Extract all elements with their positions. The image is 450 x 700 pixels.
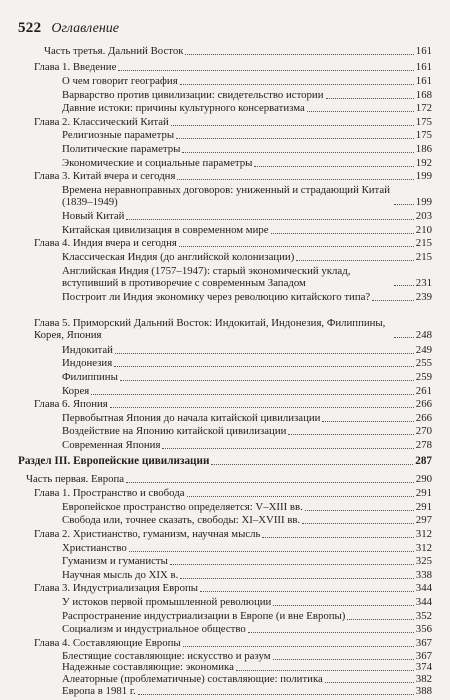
dot-leader	[372, 300, 414, 301]
toc-entry	[62, 597, 432, 609]
toc-entry-title: Времена неравноправных договоров: униженный и страдающий Китай (1839–1949)	[62, 185, 390, 208]
toc-entry-page: 266	[415, 398, 432, 410]
toc-entry-title: Варварство против цивилизации: свидетельство истории	[62, 90, 324, 101]
dot-leader	[211, 464, 413, 465]
toc-entry-page: 312	[415, 528, 432, 540]
dot-leader	[114, 366, 414, 367]
toc-entry-page: 210	[415, 224, 432, 236]
dot-leader	[262, 537, 413, 538]
page-number: 522	[18, 20, 42, 36]
toc-entry-page: 270	[415, 425, 432, 437]
toc-entry-title: Экономические и социальные параметры	[62, 158, 253, 169]
toc-entry	[62, 144, 432, 156]
toc-entry	[62, 543, 432, 555]
toc-entry-page: 374	[415, 661, 432, 673]
toc-entry-title: Распространение индустриализации в Европе (и вне Европы)	[62, 611, 346, 622]
toc-entry-page: 199	[415, 170, 432, 182]
dot-leader	[187, 496, 414, 497]
dot-leader	[177, 179, 413, 180]
toc-entry	[34, 638, 432, 650]
toc-entry	[62, 292, 432, 304]
toc-entry-title: Религиозные параметры	[62, 130, 175, 141]
toc-entry	[34, 171, 432, 183]
toc-entry-title: Индокитай	[62, 345, 113, 356]
toc-entry-title: О чем говорит география	[62, 76, 178, 87]
toc-entry-title: Новый Китай	[62, 211, 125, 222]
toc-entry	[34, 399, 432, 411]
toc-entry-title: Воздействие на Японию китайской цивилизации	[62, 426, 287, 437]
dot-leader	[305, 510, 414, 511]
toc-entry	[62, 103, 432, 115]
toc-entry-title: Глава 2. Классический Китай	[34, 117, 169, 128]
toc-entry-page: 261	[415, 385, 432, 397]
toc-entry-title: Современная Япония	[62, 440, 161, 451]
toc-entry	[62, 225, 432, 237]
toc-entry-page: 172	[415, 102, 432, 114]
dot-leader	[307, 111, 414, 112]
toc-entry-title: Надежные составляющие: экономика	[62, 662, 234, 673]
toc-entry	[62, 372, 432, 384]
running-title: Оглавление	[51, 21, 119, 36]
toc-entry-title: Блестящие составляющие: искусство и разум	[62, 651, 271, 662]
toc-entry	[62, 413, 432, 425]
toc-entry-title: Глава 5. Приморский Дальний Восток: Индокитай, Индонезия, Филиппины, Корея, Япония	[34, 318, 386, 341]
toc-entry	[62, 611, 432, 623]
toc-entry-page: 312	[415, 542, 432, 554]
toc-entry-title: Социализм и индустриальное общество	[62, 624, 246, 635]
toc-entry-title: Глава 3. Китай вчера и сегодня	[34, 171, 176, 182]
toc-entry	[34, 238, 432, 250]
toc-entry-title: Европейское пространство определяется: V–XIII вв.	[62, 502, 303, 513]
toc-entry-page: 291	[415, 487, 432, 499]
toc-entry-page: 239	[415, 291, 432, 303]
toc-entry	[62, 211, 432, 223]
toc-entry-page: 248	[415, 328, 432, 341]
toc-entry	[26, 474, 432, 486]
toc-entry-page: 278	[415, 439, 432, 451]
toc-entry-page: 215	[415, 237, 432, 249]
dot-leader	[254, 166, 413, 167]
dot-leader	[183, 646, 414, 647]
toc-entry	[34, 318, 432, 341]
dot-leader	[347, 619, 413, 620]
toc-entry-page: 291	[415, 501, 432, 513]
toc-entry-title: Гуманизм и гуманисты	[62, 556, 168, 567]
toc-entry-title: Индонезия	[62, 358, 113, 369]
toc-entry-page: 161	[415, 61, 432, 73]
toc-entry-title: Корея	[62, 386, 90, 397]
dot-leader	[288, 434, 413, 435]
toc-entry-page: 161	[415, 45, 432, 57]
dot-leader	[182, 152, 413, 153]
toc-entry-title: Первобытная Япония до начала китайской цивилизации	[62, 413, 321, 424]
toc-entry	[62, 358, 432, 370]
toc-entry-page: 367	[415, 637, 432, 649]
toc-entry	[62, 515, 432, 527]
toc-entry-title: Глава 1. Введение	[34, 62, 117, 73]
toc-entry	[18, 456, 432, 468]
toc-entry	[34, 529, 432, 541]
dot-leader	[180, 84, 414, 85]
dot-leader	[170, 564, 414, 565]
toc-entry-page: 203	[415, 210, 432, 222]
dot-leader	[273, 659, 414, 660]
dot-leader	[115, 353, 414, 354]
toc-entry	[62, 440, 432, 452]
toc-entry-page: 192	[415, 157, 432, 169]
toc-entry	[62, 90, 432, 102]
toc-entry-title: Алеаторные (проблематичные) составляющие: политика	[62, 674, 323, 685]
toc-entry-page: 255	[415, 357, 432, 369]
toc-entry-title: Глава 3. Индустриализация Европы	[34, 583, 198, 594]
dot-leader	[120, 380, 414, 381]
toc-entry-page: 297	[415, 514, 432, 526]
dot-leader	[91, 394, 414, 395]
page-header	[18, 20, 119, 37]
dot-leader	[394, 204, 414, 205]
toc-entry-title: Глава 1. Пространство и свобода	[34, 488, 185, 499]
toc-entry-title: Глава 4. Индия вчера и сегодня	[34, 238, 177, 249]
toc-entry-title: Христианство	[62, 543, 127, 554]
dot-leader	[394, 337, 414, 338]
toc-entry	[62, 502, 432, 514]
toc-entry-page: 287	[415, 455, 432, 467]
dot-leader	[171, 125, 414, 126]
dot-leader	[176, 138, 414, 139]
dot-leader	[185, 54, 413, 55]
toc-entry-title: Глава 4. Составляющие Европы	[34, 638, 181, 649]
dot-leader	[271, 233, 414, 234]
toc-entry-page: 186	[415, 143, 432, 155]
toc-entry-title: Классическая Индия (до английской колонизации)	[62, 252, 295, 263]
toc-entry	[62, 266, 432, 289]
toc-entry-page: 231	[415, 276, 432, 289]
toc-entry-title: Свобода или, точнее сказать, свободы: XI–XVIII вв.	[62, 515, 301, 526]
toc-entry	[62, 130, 432, 142]
toc-entry-page: 175	[415, 129, 432, 141]
dot-leader	[138, 694, 414, 695]
dot-leader	[236, 670, 414, 671]
toc-entry-page: 382	[415, 673, 432, 685]
toc-entry	[62, 252, 432, 264]
dot-leader	[162, 448, 413, 449]
dot-leader	[394, 285, 414, 286]
dot-leader	[248, 632, 414, 633]
toc-entry	[34, 583, 432, 595]
toc-entry	[62, 76, 432, 88]
toc-entry-title: Политические параметры	[62, 144, 181, 155]
dot-leader	[296, 260, 413, 261]
dot-leader	[326, 98, 414, 99]
toc-entry-title: Глава 6. Япония	[34, 399, 108, 410]
toc-entry-page: 168	[415, 89, 432, 101]
toc-entry	[62, 570, 432, 582]
toc-entry	[62, 345, 432, 357]
toc-entry-page: 352	[415, 610, 432, 622]
toc-entry-page: 344	[415, 582, 432, 594]
toc-entry-page: 215	[415, 251, 432, 263]
toc-entry-page: 356	[415, 623, 432, 635]
toc-entry-page: 344	[415, 596, 432, 608]
toc-entry	[62, 386, 432, 398]
toc-entry-page: 367	[415, 650, 432, 662]
toc-entry-page: 175	[415, 116, 432, 128]
toc-entry-title: Европа в 1981 г.	[62, 686, 136, 697]
toc-entry-title: Английская Индия (1757–1947): старый экономический уклад, вступивший в противоречие с современным Западом	[62, 266, 351, 289]
toc-entry-title: Часть третья. Дальний Восток	[44, 46, 184, 57]
toc-entry-page: 290	[415, 473, 432, 485]
dot-leader	[118, 70, 413, 71]
toc-entry	[62, 556, 432, 568]
toc-entry	[62, 426, 432, 438]
toc-entry	[62, 651, 432, 663]
dot-leader	[126, 482, 414, 483]
toc-entry-title: Научная мысль до XIX в.	[62, 570, 179, 581]
toc-entry	[62, 686, 432, 698]
dot-leader	[325, 682, 414, 683]
dot-leader	[179, 246, 414, 247]
dot-leader	[129, 551, 414, 552]
toc-entry	[62, 185, 432, 208]
toc-entry	[34, 117, 432, 129]
dot-leader	[273, 605, 414, 606]
toc-entry-title: Давние истоки: причины культурного консерватизма	[62, 103, 305, 114]
toc-entry	[44, 46, 432, 58]
dot-leader	[302, 523, 414, 524]
toc-entry-page: 249	[415, 344, 432, 356]
toc-entry-page: 259	[415, 371, 432, 383]
toc-entry	[62, 158, 432, 170]
toc-entry-title: Китайская цивилизация в современном мире	[62, 225, 269, 236]
dot-leader	[180, 578, 414, 579]
dot-leader	[322, 421, 413, 422]
toc-entry	[62, 662, 432, 674]
toc-entry-title: Раздел III. Европейские цивилизации	[18, 456, 210, 467]
toc-entry-title: Филиппины	[62, 372, 118, 383]
toc-entry-page: 338	[415, 569, 432, 581]
toc-entry-title: У истоков первой промышленной революции	[62, 597, 272, 608]
toc-entry-title: Часть первая. Европа	[26, 474, 125, 485]
dot-leader	[110, 407, 414, 408]
toc-entry-page: 266	[415, 412, 432, 424]
toc-entry-page: 388	[415, 685, 432, 697]
toc-entry	[62, 624, 432, 636]
toc-entry	[34, 488, 432, 500]
toc-entry-title: Построит ли Индия экономику через революцию китайского типа?	[62, 292, 371, 303]
toc-entry-page: 161	[415, 75, 432, 87]
toc-entry	[34, 62, 432, 74]
toc-entry-page: 199	[415, 195, 432, 208]
toc-entry-title: Глава 2. Христианство, гуманизм, научная мысль	[34, 529, 261, 540]
toc-entry	[62, 674, 432, 686]
dot-leader	[200, 591, 414, 592]
toc-entry-page: 325	[415, 555, 432, 567]
dot-leader	[126, 219, 413, 220]
